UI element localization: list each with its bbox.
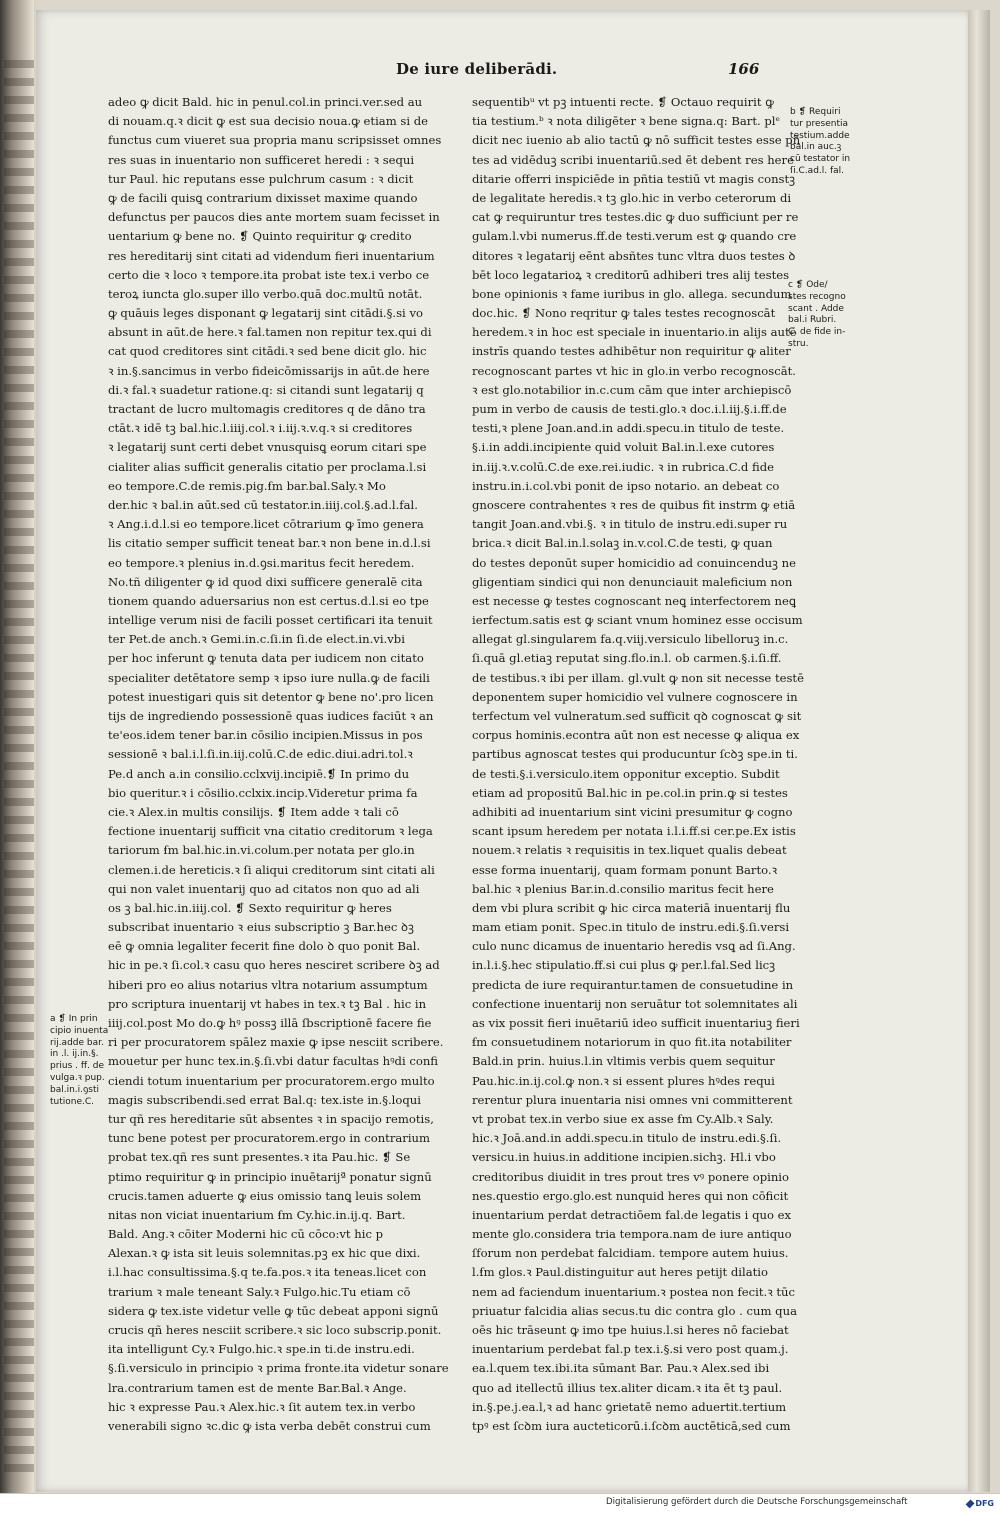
marginal-note-line: stes recogno <box>788 291 846 302</box>
text-line: ditarie offerri inspiciēde in pñtia testiū vt magis constꝫ <box>472 171 796 186</box>
text-line: ſi.quā gl.etiaꝫ reputat sing.flo.in.l. ob carmen.§.i.ſi.ff. <box>472 651 782 666</box>
text-line: nem ad faciendum inuentarium.ꝛ postea non fecit.ꝛ tūc <box>472 1284 796 1299</box>
text-line: fectione inuentarij sufficit vna citatio creditorum ꝛ lega <box>108 824 433 839</box>
text-line: functus cum viueret sua propria manu scripsisset omnes <box>108 133 442 148</box>
text-line: teroꝝ iuncta glo.super illo verbo.quā doc.multū notāt. <box>108 286 423 301</box>
text-line: eo tempore.ꝛ plenius in.d.ꝯsi.maritus fecit heredem. <box>108 555 415 570</box>
text-line: ꝙ de facili quisꝗ contrarium dixisset maxime quando <box>108 190 418 205</box>
text-line: in.§.pe.j.ea.l,ꝛ ad hanc ꝯrietatē nemo aduertit.tertium <box>472 1399 787 1414</box>
text-line: tijs de ingrediendo possessionē quas iudices faciūt ꝛ an <box>108 709 434 723</box>
text-line: te'eos.idem tener bar.in cōsilio incipien.Missus in pos <box>108 728 423 743</box>
text-line: Bald.in prin. huius.l.in vltimis verbis quem sequitur <box>472 1054 775 1069</box>
text-line: adeo ꝙ dicit Bald. hic in penul.col.in princi.ver.sed au <box>108 95 423 109</box>
text-line: testi,ꝛ plene Joan.and.in addi.specu.in titulo de teste. <box>472 421 785 436</box>
text-line: sequentibᵘ vt pꝫ intuenti recte. ❡ Octauo requirit ꝙ <box>472 95 774 109</box>
text-line: ctāt.ꝛ idē tꝫ bal.hic.l.iiij.col.ꝛ i.iij.ꝛ.v.q.ꝛ si creditores <box>108 421 413 436</box>
text-line: bēt loco legatarioꝝ ꝛ creditorū adhiberi tres alij testes <box>472 267 790 282</box>
text-line: brica.ꝛ dicit Bal.in.l.solaꝫ in.v.col.C.de testi, ꝙ quan <box>472 536 773 551</box>
text-line: bal.hic ꝛ plenius Bar.in.d.consilio maritus fecit here <box>472 881 774 896</box>
text-line: allegat gl.singularem fa.q.viij.versiculo libelloruꝫ in.c. <box>472 632 789 647</box>
text-line: §.i.in addi.incipiente quid voluit Bal.in.l.exe cutores <box>472 440 775 455</box>
text-line: ri per procuratorem spālez maxie ꝙ ipse nesciit scribere. <box>108 1035 444 1050</box>
text-line: sessionē ꝛ bal.i.l.ſi.in.iij.colū.C.de edic.diui.adri.tol.ꝛ <box>108 747 413 762</box>
text-line: rerentur plura inuentaria nisi omnes vni committerent <box>472 1092 793 1107</box>
text-line: tariorum ẜm bal.hic.in.vi.colum.per notata per glo.in <box>108 843 415 858</box>
text-line: vt probat tex.in verbo siue ex asse ẜm Cy.Alb.ꝛ Saly. <box>472 1111 774 1126</box>
text-line: ea.l.quem tex.ibi.ita sūmant Bar. Pau.ꝛ Alex.sed ibi <box>472 1361 770 1376</box>
text-line: uentarium ꝙ bene no. ❡ Quinto requiritur ꝙ credito <box>108 229 412 244</box>
text-line: crucis.tamen aduerte ꝙ eius omissio tanꝗ leuis solem <box>108 1188 422 1203</box>
text-line: crucis qñ heres nesciit scribere.ꝛ sic loco subscrip.ponit. <box>108 1323 442 1337</box>
text-line: est necesse ꝙ testes cognoscant neꝗ interfectorem neꝗ <box>472 593 797 608</box>
dfg-logo <box>966 1498 994 1509</box>
text-line: dicit nec iuenio ab alio tactū ꝙ nō sufficit testes esse pñ <box>472 133 801 148</box>
text-line: do testes deponūt super homicidio ad conuincenduꝫ ne <box>472 555 796 570</box>
text-line: culo nunc dicamus de inuentario heredis vsꝗ ad ſi.Ang. <box>472 939 796 954</box>
text-line: trarium ꝛ male teneant Saly.ꝛ Fulgo.hic.Tu etiam cō <box>108 1284 411 1299</box>
text-line: dem vbi plura scribit ꝙ hic circa materiā inuentarij flu <box>472 900 791 915</box>
text-line: hic ꝛ expresse Pau.ꝛ Alex.hic.ꝛ ſit autem tex.in verbo <box>108 1399 416 1414</box>
text-line: nouem.ꝛ relatis ꝛ requisitis in tex.liquet qualis debeat <box>472 843 787 858</box>
text-line: recognoscant partes vt hic in glo.in verbo recognoscāt. <box>472 363 796 378</box>
text-line: certo die ꝛ loco ꝛ tempore.ita probat iste tex.i verbo ce <box>108 267 430 282</box>
text-line: esse forma inuentarij, quam formam ponunt Barto.ꝛ <box>472 862 778 877</box>
marginal-note-line: bal.in.i.ꝯsti <box>50 1084 100 1095</box>
marginal-note-line: c ❡ Ode/ <box>788 280 828 290</box>
text-line: doc.hic. ❡ Nono reqritur ꝙ tales testes recognoscāt <box>472 306 776 321</box>
text-line: eo tempore.C.de remis.pig.ẜm bar.bal.Saly.ꝛ Mo <box>108 478 386 493</box>
text-line: eē ꝙ omnia legaliter fecerit fine dolo ꝺ quo ponit Bal. <box>108 939 421 954</box>
text-line: iiij.col.post Mo do.ꝙ hꝰ possꝫ illā ſbscriptionē facere fie <box>108 1016 432 1030</box>
marginal-note-line: tur presentia <box>790 118 849 129</box>
text-line: Bald. Ang.ꝛ cōiter Moderni hic cū cōco:vt hic p <box>108 1227 384 1242</box>
text-column-right <box>472 93 804 1433</box>
text-line: quo ad itellectū illius tex.aliter dicam.ꝛ ita ēt tꝫ paul. <box>472 1380 783 1395</box>
text-line: probat tex.qñ res sunt presentes.ꝛ ita Pau.hic. ❡ Se <box>108 1150 411 1165</box>
text-line: instru.in.i.col.vbi ponit de ipso notario. an debeat co <box>472 478 780 493</box>
text-line: de legalitate heredis.ꝛ tꝫ glo.hic in verbo ceterorum di <box>472 190 792 205</box>
text-line: qui non valet inuentarij quo ad citatos non quo ad ali <box>108 881 420 896</box>
text-column-left <box>108 93 449 1433</box>
marginal-note-line: bal.in auc.ꝫ <box>790 142 842 153</box>
marginal-note-line: tutione.C. <box>50 1096 95 1107</box>
text-line: ptimo requiritur ꝙ in principio inuētarijª ponatur signū <box>108 1169 432 1184</box>
text-line: scant ipsum heredem per notata i.l.i.ff.si cer.pe.Ex istis <box>472 824 796 839</box>
marginal-note-line: cipio inuenta <box>50 1025 109 1036</box>
marginal-note-c <box>788 280 880 360</box>
text-line: in.iij.ꝛ.v.colū.C.de exe.rei.iudic. ꝛ in rubrica.C.d fide <box>472 459 775 474</box>
text-line: cat ꝙ requiruntur tres testes.dic ꝙ duo sufficiunt per re <box>472 210 799 225</box>
marginal-note-line: rij.adde bar. <box>50 1037 104 1048</box>
text-line: inuentarium perdebat fal.p tex.i.§.si vero post quam.j. <box>472 1342 789 1357</box>
text-line: gligentiam sindici qui non denunciauit maleficium non <box>472 574 793 589</box>
text-line: terfectum vel vulneratum.sed sufficit qꝺ cognoscat ꝙ sit <box>472 709 802 723</box>
text-line: specialiter detētatore semp ꝛ ipso iure nulla.ꝙ de facili <box>108 670 430 685</box>
text-line: potest inuestigari quis sit detentor ꝙ bene no'.pro licen <box>108 689 434 704</box>
text-line: l.ẜm glos.ꝛ Paul.distinguitur aut heres petijt dilatio <box>472 1265 768 1280</box>
text-line: per hoc inferunt ꝙ tenuta data per iudicem non citato <box>108 651 424 666</box>
text-line: hic.ꝛ Joā.and.in addi.specu.in titulo de instru.edi.§.ſi. <box>472 1131 782 1146</box>
marginal-note-line: cū testator in <box>790 154 851 165</box>
text-line: oēs hic trāseunt ꝙ imo tpe huius.l.si heres nō faciebat <box>472 1323 789 1337</box>
text-line: ter Pet.de anch.ꝛ Gemi.in.c.ſi.in ſi.de elect.in.vi.vbi <box>108 632 405 647</box>
text-line: subscribat inuentario ꝛ eius subscriptio ꝫ Bar.hec ꝺꝫ <box>108 920 414 935</box>
text-line: tia testium.ᵇ ꝛ nota diligēter ꝛ bene signa.q: Bart. plᵉ <box>472 114 780 129</box>
text-line: ciendi totum inuentarium per procuratorem.ergo multo <box>108 1073 435 1088</box>
dfg-logo-mark-icon <box>966 1499 975 1508</box>
text-line: mam etiam ponit. Spec.in titulo de instru.edi.§.ſi.versi <box>472 920 790 935</box>
dfg-logo-text: DFG <box>975 1499 994 1508</box>
marginal-note-line: bal.i Rubri. <box>788 315 837 326</box>
text-line: der.hic ꝛ bal.in aūt.sed cū testator.in.iiij.col.§.ad.l.fal. <box>108 497 418 512</box>
text-line: ita intelligunt Cy.ꝛ Fulgo.hic.ꝛ spe.in ti.de instru.edi. <box>108 1342 415 1357</box>
text-line: deponentem super homicidio vel vulnere cognoscere in <box>472 689 798 704</box>
text-line: ierfectum.satis est ꝙ sciant vnum hominez esse occisum <box>472 613 803 628</box>
marginal-note-line: scant . Adde <box>788 303 844 314</box>
text-line: Pau.hic.in.ij.col.ꝙ non.ꝛ si essent plures hꝰdes requi <box>472 1073 775 1088</box>
text-line: lra.contrarium tamen est de mente Bar.Bal.ꝛ Ange. <box>108 1380 407 1395</box>
marginal-note-b <box>790 107 886 197</box>
text-line: ſforum non perdebat falcidiam. tempore autem huius. <box>472 1246 789 1261</box>
text-line: predicta de iure requirantur.tamen de consuetudine in <box>472 977 794 992</box>
marginal-note-line: prius . ff. de <box>50 1061 105 1072</box>
text-line: tes ad vidēduꝫ scribi inuentariū.sed ēt debent res here <box>472 152 794 167</box>
text-line: ẜm consuetudinem notariorum in quo fit.ita notabiliter <box>472 1035 792 1050</box>
previous-page-edge <box>0 0 34 1493</box>
text-line: intellige verum nisi de facili posset certificari ita tenuit <box>108 613 433 628</box>
text-line: No.tñ diligenter ꝙ id quod dixi sufficere generalē cita <box>108 574 423 589</box>
text-line: lis citatio semper sufficit teneat bar.ꝛ non bene in.d.l.si <box>108 536 431 551</box>
marginal-note-line: C. de fide in- <box>788 327 846 338</box>
text-line: inuentarium perdat detractiōem fal.de legatis i quo ex <box>472 1207 792 1222</box>
text-line: bio queritur.ꝛ i cōsilio.cclxix.incip.Videretur prima fa <box>108 785 418 800</box>
marginal-note-line: ſi.C.ad.l. fal. <box>790 165 845 176</box>
text-line: in.l.i.§.hec stipulatio.ff.si cui plus ꝙ per.l.fal.Sed licꝫ <box>472 958 776 973</box>
text-line: sidera ꝙ tex.iste videtur velle ꝙ tūc debeat apponi signū <box>108 1303 439 1318</box>
text-line: bone opinionis ꝛ fame iuribus in glo. allega. secundum <box>472 286 792 301</box>
text-line: nitas non viciat inuentarium ẜm Cy.hic.in.ij.q. Bart. <box>108 1207 406 1222</box>
marginal-note-line: b ❡ Requiri <box>790 107 841 117</box>
text-line: defunctus per paucos dies ante mortem suam fecisset in <box>108 210 440 225</box>
funding-credit: Digitalisierung gefördert durch die Deutsche Forschungsgemeinschaft <box>606 1497 908 1507</box>
text-line: tionem quando aduersarius non est certus.d.l.si eo tpe <box>108 593 429 608</box>
text-line: mouetur per hunc tex.in.§.ſi.vbi datur facultas hꝰdi confi <box>108 1054 439 1069</box>
marginal-note-line: in .l. ij.in.§. <box>50 1049 99 1060</box>
text-line: cialiter alias sufficit generalis citatio per proclama.l.si <box>108 459 427 474</box>
text-line: gnoscere contrahentes ꝛ res de quibus fit instrm ꝙ etiā <box>472 497 796 512</box>
text-line: tractant de lucro multomagis creditores q de dāno tra <box>108 402 426 416</box>
text-line: §.ſi.versiculo in principio ꝛ prima fronte.ita videtur sonare <box>108 1361 449 1376</box>
text-line: etiam ad propositū Bal.hic in pe.col.in prin.ꝙ si testes <box>472 785 788 800</box>
text-line: versicu.in huius.in additione incipien.sichꝫ. Hl.i vbo <box>472 1150 776 1165</box>
text-line: ꝛ legatarij sunt certi debet vnusquisꝗ eorum citari spe <box>108 440 427 455</box>
text-line: de testibus.ꝛ ibi per illam. gl.vult ꝙ non sit necesse testē <box>472 670 804 685</box>
text-line: heredem.ꝛ in hoc est speciale in inuentario.in alijs autē <box>472 325 797 340</box>
text-line: de testi.§.i.versiculo.item opponitur exceptio. Subdit <box>472 766 780 781</box>
text-line: ditores ꝛ legatarij eēnt absñtes tunc vltra duos testes ꝺ <box>472 248 796 263</box>
marginal-note-a <box>50 1014 110 1114</box>
text-line: priuatur falcidia alias secus.tu dic contra glo . cum qua <box>472 1303 797 1318</box>
marginal-note-line: testium.adde <box>790 130 850 141</box>
text-line: hic in pe.ꝛ ſi.col.ꝛ casu quo heres nesciret scribere ꝺꝫ ad <box>108 958 440 973</box>
text-line: gulam.l.vbi numerus.ff.de testi.verum est ꝙ quando cre <box>472 229 797 244</box>
text-line: res suas in inuentario non sufficeret heredi : ꝛ sequi <box>108 152 415 167</box>
text-line: adhibiti ad inuentarium sint vicini presumitur ꝙ cogno <box>472 804 793 819</box>
marginal-note-line: stru. <box>788 338 809 349</box>
text-line: tunc bene potest per procuratorem.ergo in contrarium <box>108 1131 430 1146</box>
text-line: clemen.i.de hereticis.ꝛ ſi aliqui creditorum sint citati ali <box>108 862 435 877</box>
text-line: corpus hominis.econtra aūt non est necesse ꝙ aliqua ex <box>472 728 800 743</box>
text-line: cie.ꝛ Alex.in multis consilijs. ❡ Item adde ꝛ tali cō <box>108 804 399 819</box>
text-line: magis subscribendi.sed errat Bal.q: tex.iste in.§.loqui <box>108 1092 421 1107</box>
text-line: instrīs quando testes adhibētur non requiritur ꝙ aliter <box>472 344 791 359</box>
running-title: De iure deliberādi. <box>396 60 558 78</box>
marginal-note-line: a ❡ In prin <box>50 1014 98 1024</box>
text-line: confectione inuentarij non seruātur tot solemnitates ali <box>472 996 798 1011</box>
previous-page-text-fragment <box>4 60 34 1480</box>
text-line: i.l.hac consultissima.§.q te.fa.pos.ꝛ ita teneas.licet con <box>108 1265 427 1280</box>
text-line: partibus agnoscat testes qui producuntur ſcꝺꝫ spe.in ti. <box>472 747 798 762</box>
text-line: mente glo.considera tria tempora.nam de iure antiquo <box>472 1227 792 1242</box>
text-line: hiberi pro eo alius notarius vltra notarium assumptum <box>108 977 428 992</box>
text-line: Pe.d anch a.in consilio.cclxvij.incipiē.❡ In primo du <box>108 766 410 781</box>
text-line: ꝙ quāuis leges disponant ꝙ legatarij sint citādi.§.si vo <box>108 306 423 321</box>
text-line: tur qñ res hereditarie sūt absentes ꝛ in spacijo remotis, <box>108 1111 434 1126</box>
text-line: Alexan.ꝛ ꝙ ista sit leuis solemnitas.pꝫ ex hic que dixi. <box>108 1246 421 1261</box>
marginal-note-line: vulga.ꝛ pup. <box>50 1072 105 1083</box>
text-line: tur Paul. hic reputans esse pulchrum casum : ꝛ dicit <box>108 171 414 186</box>
text-line: absunt in aūt.de here.ꝛ fal.tamen non repitur tex.qui di <box>108 325 432 340</box>
text-line: ꝛ Ang.i.d.l.si eo tempore.licet cōtrarium ꝙ īmo genera <box>108 517 424 532</box>
folio-number: 166 <box>728 60 760 78</box>
text-line: nes.questio ergo.glo.est nunquid heres qui non cōficit <box>472 1188 789 1203</box>
text-line: di nouam.q.ꝛ dicit ꝙ est sua decisio noua.ꝙ etiam si de <box>108 114 428 129</box>
text-line: pum in verbo de causis de testi.glo.ꝛ doc.i.l.iij.§.i.ff.de <box>472 402 787 416</box>
text-line: creditoribus diuidit in tres prout tres vꝰ ponere opinio <box>472 1169 789 1184</box>
text-line: venerabili signo ꝛc.dic ꝙ ista verba debēt construi cum <box>108 1418 431 1433</box>
text-line: ꝛ est glo.notabilior in.c.cum cām que inter archiepiscō <box>472 382 792 397</box>
text-line: ꝛ in.§.sancimus in verbo fideicōmissarijs in aūt.de here <box>108 363 430 378</box>
text-line: os ꝫ bal.hic.in.iiij.col. ❡ Sexto requiritur ꝙ heres <box>108 900 392 915</box>
text-line: tangit Joan.and.vbi.§. ꝛ in titulo de instru.edi.super ru <box>472 517 788 532</box>
text-line: as vix possit fieri inuētariū ideo sufficit inuentariuꝫ fieri <box>472 1016 800 1030</box>
text-line: pro scriptura inuentarij vt habes in tex.ꝛ tꝫ Bal . hic in <box>108 996 427 1011</box>
text-line: res hereditarij sint citati ad videndum fieri inuentarium <box>108 248 435 263</box>
text-line: cat quod creditores sint citādi.ꝛ sed bene dicit glo. hic <box>108 344 427 359</box>
text-line: di.ꝛ fal.ꝛ suadetur ratione.q: si citandi sunt legatarij q <box>108 382 424 397</box>
page-fore-edge <box>968 10 990 1492</box>
text-line: tpꝰ est ſcꝺm iura aucteticorū.i.ſcꝺm auctēticā,sed cum <box>472 1418 791 1433</box>
